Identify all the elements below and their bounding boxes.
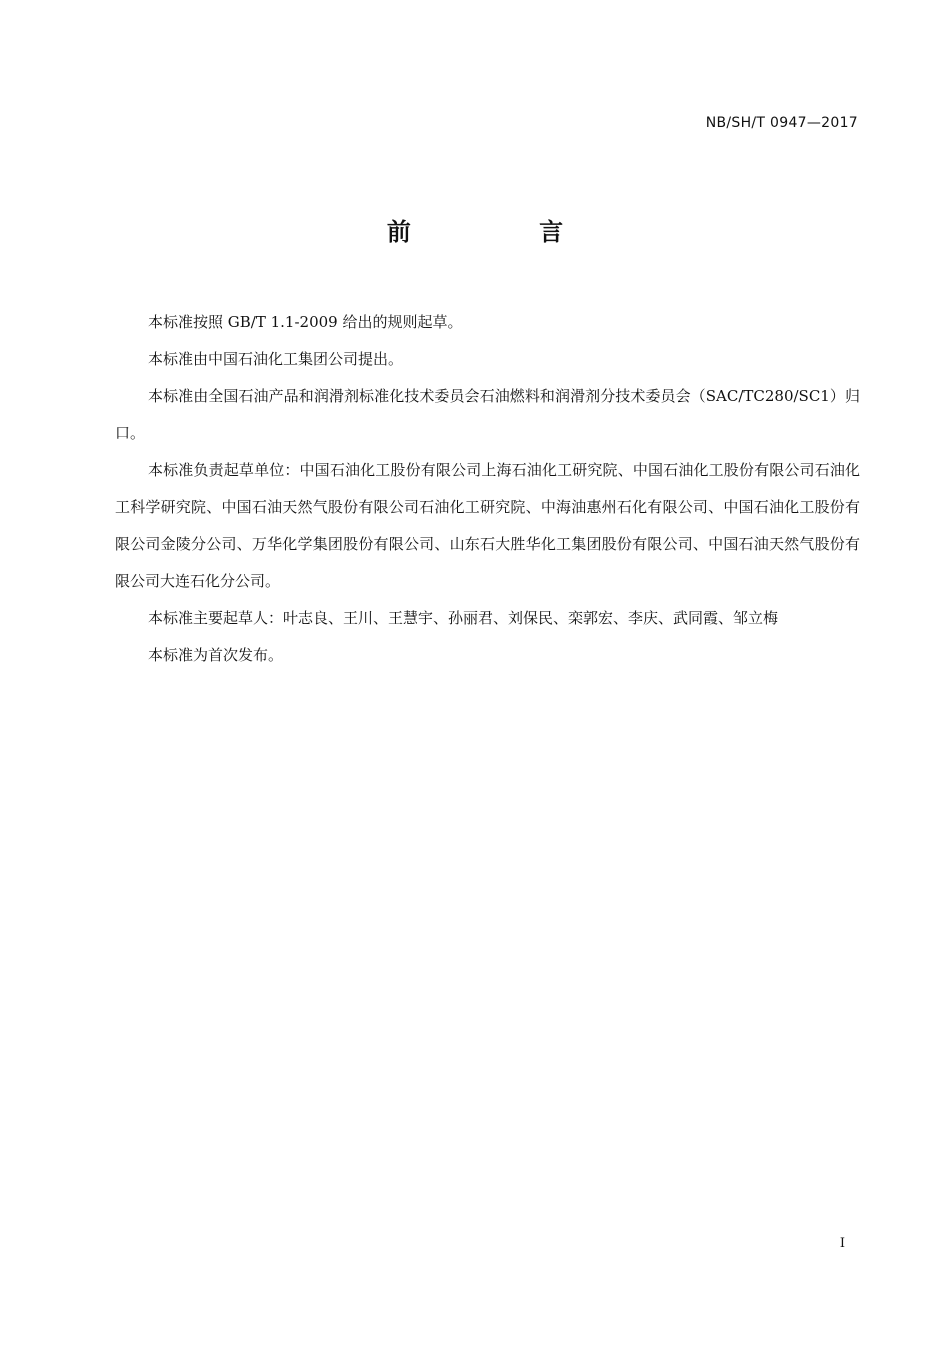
paragraph-first-release: 本标准为首次发布。 <box>148 646 284 664</box>
preface-body <box>115 304 860 674</box>
paragraph-proposer: 本标准由中国石油化工集团公司提出。 <box>148 350 404 368</box>
paragraph-main-drafters: 本标准主要起草人：叶志良、王川、王慧宇、孙丽君、刘保民、栾郭宏、李庆、武同霞、邹立梅 <box>148 609 779 627</box>
page-title: 前 言 <box>386 218 624 246</box>
document-code: NB/SH/T 0947—2017 <box>705 115 858 131</box>
paragraph-drafting-rules: 本标准按照 GB/T 1.1-2009 给出的规则起草。 <box>148 313 463 331</box>
paragraph-administration: 本标准由全国石油产品和润滑剂标准化技术委员会石油燃料和润滑剂分技术委员会（SAC/TC280/SC1）归口。 <box>115 387 860 442</box>
page-number: I <box>839 1236 845 1251</box>
paragraph-drafting-units: 本标准负责起草单位：中国石油化工股份有限公司上海石油化工研究院、中国石油化工股份有限公司石油化工科学研究院、中国石油天然气股份有限公司石油化工研究院、中海油惠州石化有限公司、中国石油化工股份有限公司金陵分公司、万华化学集团股份有限公司、山东石大胜华化工集团股份有限公司、中国石油天然气股份有限公司大连石化分公司。 <box>115 461 860 590</box>
